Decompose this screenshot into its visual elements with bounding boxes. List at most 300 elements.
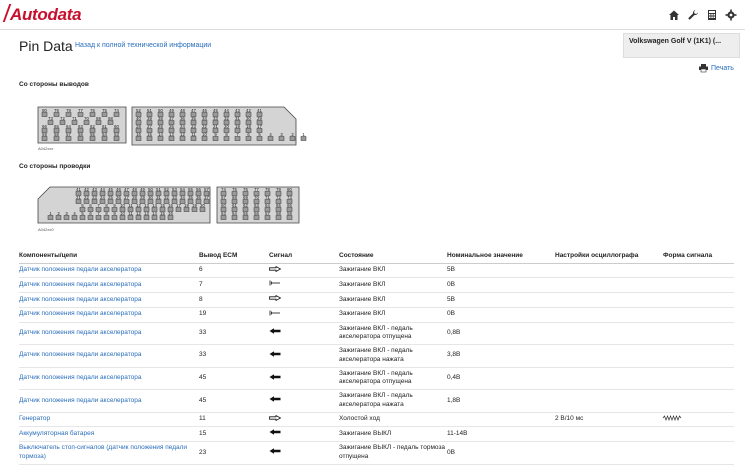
state: Зажигание ВКЛ - педаль акселератора отпущена	[339, 367, 447, 390]
pin-number: 39	[147, 116, 152, 121]
signal-ground-right-icon	[269, 307, 339, 322]
pin-number: 80	[42, 108, 47, 113]
pin-number: 8	[105, 211, 108, 216]
connector-pin	[48, 216, 53, 220]
pin-number: 15	[160, 203, 165, 208]
table-row	[19, 412, 734, 427]
connector-pin	[257, 137, 262, 141]
pin-number: 8	[105, 203, 108, 208]
state: Зажигание ВКЛ	[339, 293, 447, 308]
pin-number: 20	[224, 124, 229, 129]
printer-icon	[699, 64, 708, 72]
autodata-logo[interactable]: Autodata	[10, 5, 82, 24]
pin-number: 22	[202, 124, 207, 129]
pin-number: 21	[213, 124, 218, 129]
connector-d	[215, 185, 301, 227]
pin-number: 74	[114, 108, 119, 113]
pin-number: 55	[243, 211, 248, 216]
connector-pin	[96, 216, 101, 220]
pin-number: 65	[54, 124, 59, 129]
waveform-cell	[663, 367, 734, 390]
nominal-value	[447, 412, 555, 427]
pin-number: 42	[84, 187, 89, 192]
pin-number: 51	[156, 187, 161, 192]
pin-number: 75	[102, 108, 107, 113]
pin-number: 71	[265, 195, 270, 200]
connector-c-label: A042xx0	[38, 227, 54, 232]
pin-number: 28	[132, 195, 137, 200]
pin-number: 31	[235, 116, 240, 121]
connector-pin	[92, 200, 97, 204]
pin-number: 33	[213, 116, 218, 121]
nominal-value: 0В	[447, 278, 555, 293]
wire-side-heading: Со стороны проводки	[19, 163, 91, 170]
back-to-technical-info-link[interactable]: Назад к полной технической информации	[75, 42, 212, 49]
pin-number: 53	[114, 132, 119, 137]
pin-number: 79	[54, 108, 59, 113]
signal-outline-right-icon	[269, 412, 339, 427]
connector-pin	[120, 216, 125, 220]
pin-number: 21	[76, 195, 81, 200]
pin-number: 37	[169, 116, 174, 121]
pin-number: 16	[168, 211, 173, 216]
pin-number: 1	[49, 211, 52, 216]
pin-number: 24	[100, 195, 105, 200]
component-link[interactable]: Аккумуляторная батарея	[19, 427, 199, 442]
connector-pin	[180, 137, 185, 141]
pin-number: 12	[180, 132, 185, 137]
signal-solid-left-icon	[269, 345, 339, 368]
table-row	[19, 427, 734, 442]
connector-pin	[112, 216, 117, 220]
waveform-cell	[663, 293, 734, 308]
page-title: Pin Data	[19, 38, 73, 54]
pin-number: 15	[160, 211, 165, 216]
pin-number: 10	[202, 132, 207, 137]
connector-pin	[66, 113, 71, 117]
pin-number: 77	[78, 108, 83, 113]
pin-number: 36	[180, 116, 185, 121]
connector-pin	[114, 113, 119, 117]
pin-number: 61	[232, 203, 237, 208]
pin-number: 66	[287, 203, 292, 208]
col-waveform: Форма сигнала	[663, 249, 734, 263]
pin-number: 2	[57, 211, 60, 216]
state: Зажигание ВКЛ	[339, 278, 447, 293]
table-row	[19, 278, 734, 293]
pin-number: 31	[156, 195, 161, 200]
pin-number: 45	[108, 187, 113, 192]
connector-pin	[84, 200, 89, 204]
ecm-pin: 33	[199, 345, 269, 368]
state: Зажигание ВКЛ	[339, 307, 447, 322]
pin-number: 19	[192, 203, 197, 208]
col-ecm-pin: Вывод ECM	[199, 249, 269, 263]
col-state: Состояние	[339, 249, 447, 263]
pin-number: 56	[196, 187, 201, 192]
pin-data-table	[19, 249, 734, 465]
connector-pin	[192, 208, 197, 212]
pin-number: 6	[89, 203, 92, 208]
ecm-pin: 19	[199, 307, 269, 322]
connector-pin	[54, 113, 59, 117]
connector-pin	[152, 216, 157, 220]
state: Зажигание ВКЛ - педаль акселератора нажата	[339, 390, 447, 413]
connector-pin	[102, 137, 107, 141]
waveform-icon[interactable]	[663, 412, 734, 427]
connector-pin	[78, 137, 83, 141]
pin-number: 3	[65, 211, 68, 216]
pin-number: 38	[158, 116, 163, 121]
waveform-cell	[663, 345, 734, 368]
waveform-cell	[663, 427, 734, 442]
pin-number: 51	[147, 108, 152, 113]
component-link[interactable]: Генератор	[19, 412, 199, 427]
pin-number: 11	[128, 211, 133, 216]
connector-pin	[102, 113, 107, 117]
signal-solid-left-icon	[269, 322, 339, 345]
ecm-pin: 6	[199, 263, 269, 278]
connector-pin	[254, 216, 259, 220]
connector-pin	[108, 200, 113, 204]
pin-number: 43	[92, 187, 97, 192]
connector-pin	[78, 113, 83, 117]
pin-number: 5	[258, 132, 261, 137]
pin-number: 50	[158, 108, 163, 113]
pin-number: 23	[92, 195, 97, 200]
pin-number: 61	[102, 124, 107, 129]
component-link[interactable]: Датчик положения педали акселератора	[19, 322, 199, 345]
oscilloscope-settings	[555, 263, 663, 278]
oscilloscope-settings	[555, 442, 663, 465]
settings-gear-icon[interactable]	[724, 8, 737, 21]
pin-number: 32	[224, 116, 229, 121]
connector-pin	[84, 121, 89, 125]
pin-number: 33	[172, 195, 177, 200]
pin-number: 63	[78, 124, 83, 129]
connector-pin	[213, 137, 218, 141]
pin-number: 11	[128, 203, 133, 208]
pin-number: 73	[48, 116, 53, 121]
pin-number: 48	[180, 108, 185, 113]
state: Зажигание ВЫКЛ	[339, 427, 447, 442]
nominal-value: 3,8В	[447, 345, 555, 368]
pin-number: 78	[66, 108, 71, 113]
pin-side-heading: Со стороны выводов	[19, 81, 89, 88]
waveform-cell	[663, 278, 734, 293]
nominal-value: 11-14В	[447, 427, 555, 442]
pin-number: 1	[302, 132, 305, 137]
connector-pin	[72, 121, 77, 125]
pin-number: 27	[124, 195, 129, 200]
pin-number: 25	[169, 124, 174, 129]
state: Зажигание ВКЛ	[339, 263, 447, 278]
connector-pin	[128, 216, 133, 220]
pin-number: 44	[100, 187, 105, 192]
pin-number: 76	[90, 108, 95, 113]
pin-number: 29	[257, 116, 262, 121]
pin-number: 56	[254, 211, 259, 216]
pin-number: 13	[169, 132, 174, 137]
pin-number: 6	[89, 211, 92, 216]
pin-number: 53	[221, 211, 226, 216]
pin-number: 57	[265, 211, 270, 216]
component-link[interactable]: Датчик положения педали акселератора	[19, 263, 199, 278]
signal-outline-right-icon	[269, 263, 339, 278]
print-button[interactable]	[699, 64, 734, 72]
pin-number: 23	[191, 124, 196, 129]
connector-pin	[114, 137, 119, 141]
connector-pin	[191, 137, 196, 141]
pin-number: 18	[246, 124, 251, 129]
component-link[interactable]: Датчик положения педали акселератора	[19, 278, 199, 293]
pin-number: 13	[144, 203, 149, 208]
ecm-pin: 11	[199, 412, 269, 427]
connector-pin	[80, 216, 85, 220]
pin-number: 52	[136, 108, 141, 113]
home-icon[interactable]	[667, 8, 680, 21]
pin-number: 78	[265, 187, 270, 192]
pin-number: 35	[188, 195, 193, 200]
connector-pin	[54, 137, 59, 141]
table-row	[19, 367, 734, 390]
pin-number: 9	[214, 132, 217, 137]
pin-number: 64	[265, 203, 270, 208]
wrench-icon[interactable]	[686, 8, 699, 21]
table-row	[19, 263, 734, 278]
pin-number: 4	[269, 132, 272, 137]
component-link[interactable]: Выключатель стоп-сигналов (датчик положения педали тормоза)	[19, 442, 199, 465]
nominal-value: 1,8В	[447, 390, 555, 413]
table-header-row	[19, 249, 734, 263]
connector-pin	[169, 137, 174, 141]
connector-pin	[48, 121, 53, 125]
pin-number: 9	[113, 211, 116, 216]
pin-number: 36	[196, 195, 201, 200]
connector-pin	[276, 216, 281, 220]
pin-number: 3	[280, 132, 283, 137]
pin-number: 24	[180, 124, 185, 129]
table-row	[19, 307, 734, 322]
connector-pin	[232, 216, 237, 220]
signal-solid-left-icon	[269, 367, 339, 390]
pin-number: 26	[158, 124, 163, 129]
pin-number: 68	[108, 116, 113, 121]
pin-number: 41	[76, 187, 81, 192]
pin-number: 20	[200, 203, 205, 208]
state: Зажигание ВКЛ - педаль акселератора отпущена	[339, 322, 447, 345]
pin-number: 7	[97, 203, 100, 208]
pin-number: 30	[246, 116, 251, 121]
oscilloscope-settings	[555, 345, 663, 368]
connector-pin	[60, 121, 65, 125]
pin-number: 54	[102, 132, 107, 137]
waveform-cell	[663, 263, 734, 278]
connector-pin	[64, 216, 69, 220]
waveform-cell	[663, 442, 734, 465]
pin-number: 67	[221, 195, 226, 200]
connector-pin	[221, 216, 226, 220]
connector-pin	[287, 216, 292, 220]
pin-number: 32	[164, 195, 169, 200]
pin-number: 46	[202, 108, 207, 113]
pin-number: 69	[243, 195, 248, 200]
connector-pin	[136, 216, 141, 220]
pin-number: 71	[72, 116, 77, 121]
col-oscilloscope: Настройки осциллографа	[555, 249, 663, 263]
vehicle-selector[interactable]: Volkswagen Golf V (1K1) (...	[623, 33, 740, 58]
connector-pin	[108, 121, 113, 125]
signal-solid-left-icon	[269, 442, 339, 465]
pin-number: 58	[54, 132, 59, 137]
pin-number: 45	[213, 108, 218, 113]
state: Холостой ход	[339, 412, 447, 427]
ecm-pin: 23	[199, 442, 269, 465]
col-signal: Сигнал	[269, 249, 339, 263]
pin-number: 17	[257, 124, 262, 129]
print-label: Печать	[711, 64, 734, 72]
pin-number: 30	[148, 195, 153, 200]
connector-pin	[66, 137, 71, 141]
pin-number: 77	[254, 187, 259, 192]
pin-number: 9	[113, 203, 116, 208]
component-link[interactable]: Датчик положения педали акселератора	[19, 390, 199, 413]
pin-number: 19	[235, 124, 240, 129]
pin-number: 8	[225, 132, 228, 137]
pin-number: 69	[96, 116, 101, 121]
pin-number: 49	[169, 108, 174, 113]
signal-solid-left-icon	[269, 427, 339, 442]
pin-number: 41	[257, 108, 262, 113]
pin-number: 4	[73, 211, 76, 216]
waveform-cell	[663, 307, 734, 322]
col-nominal: Номинальное значение	[447, 249, 555, 263]
connector-pin	[104, 216, 109, 220]
waveform-cell	[663, 322, 734, 345]
pin-number: 6	[247, 132, 250, 137]
component-link[interactable]: Датчик положения педали акселератора	[19, 367, 199, 390]
pin-number: 17	[176, 203, 181, 208]
nominal-value: 5В	[447, 263, 555, 278]
pin-number: 5	[81, 211, 84, 216]
component-link[interactable]: Датчик положения педали акселератора	[19, 345, 199, 368]
pin-number: 75	[232, 187, 237, 192]
pin-number: 14	[152, 203, 157, 208]
component-link[interactable]: Датчик положения педали акселератора	[19, 307, 199, 322]
pin-number: 60	[221, 203, 226, 208]
pin-number: 55	[188, 187, 193, 192]
state: Зажигание ВКЛ - педаль акселератора нажата	[339, 345, 447, 368]
connector-pin	[42, 137, 47, 141]
connector-pin	[158, 137, 163, 141]
ecm-pin: 45	[199, 367, 269, 390]
connector-pin	[246, 137, 251, 141]
pin-number: 12	[136, 203, 141, 208]
connector-pin	[72, 216, 77, 220]
pin-number: 54	[180, 187, 185, 192]
pin-number: 63	[254, 203, 259, 208]
pin-number: 54	[232, 211, 237, 216]
pin-number: 16	[136, 132, 141, 137]
connector-pin	[56, 216, 61, 220]
pin-number: 22	[84, 195, 89, 200]
pin-number: 64	[66, 124, 71, 129]
pin-number: 57	[204, 187, 209, 192]
pin-number: 25	[108, 195, 113, 200]
connector-pin	[224, 137, 229, 141]
oscilloscope-settings	[555, 278, 663, 293]
pin-number: 68	[232, 195, 237, 200]
pin-number: 34	[180, 195, 185, 200]
pin-number: 70	[84, 116, 89, 121]
signal-ground-right-icon	[269, 278, 339, 293]
connector-pin	[176, 208, 181, 212]
pin-number: 11	[191, 132, 196, 137]
pin-number: 18	[184, 203, 189, 208]
pin-number: 2	[291, 132, 294, 137]
connector-pin	[243, 216, 248, 220]
nominal-value: 0В	[447, 307, 555, 322]
connector-pin	[200, 208, 205, 212]
pin-number: 70	[254, 195, 259, 200]
pin-number: 15	[147, 132, 152, 137]
ecm-pin: 45	[199, 390, 269, 413]
nominal-value: 0,4В	[447, 367, 555, 390]
oscilloscope-settings	[555, 427, 663, 442]
pin-number: 72	[60, 116, 65, 121]
ecm-pin: 15	[199, 427, 269, 442]
pin-number: 16	[168, 203, 173, 208]
pin-number: 10	[120, 203, 125, 208]
connector-pin	[147, 137, 152, 141]
connector-pin	[290, 137, 295, 141]
connector-b	[130, 105, 305, 149]
pin-number: 52	[164, 187, 169, 192]
connector-a	[36, 105, 128, 151]
pin-number: 7	[236, 132, 239, 137]
connector-pin	[168, 216, 173, 220]
pin-number: 66	[42, 124, 47, 129]
table-row	[19, 322, 734, 345]
pin-number: 44	[224, 108, 229, 113]
pin-number: 76	[243, 187, 248, 192]
pin-number: 43	[235, 108, 240, 113]
pin-number: 12	[136, 211, 141, 216]
oscilloscope-settings	[555, 367, 663, 390]
table-row	[19, 345, 734, 368]
pin-number: 62	[90, 124, 95, 129]
pin-number: 59	[42, 132, 47, 137]
calculator-icon[interactable]	[705, 8, 718, 21]
top-icons	[667, 8, 737, 21]
ecm-pin: 7	[199, 278, 269, 293]
connector-pin	[279, 137, 284, 141]
oscilloscope-settings	[555, 322, 663, 345]
pin-number: 29	[140, 195, 145, 200]
pin-number: 40	[136, 116, 141, 121]
pin-number: 53	[172, 187, 177, 192]
ecm-pin: 8	[199, 293, 269, 308]
ecm-pin: 33	[199, 322, 269, 345]
pin-number: 72	[276, 195, 281, 200]
pin-number: 59	[287, 211, 292, 216]
component-link[interactable]: Датчик положения педали акселератора	[19, 293, 199, 308]
oscilloscope-settings	[555, 390, 663, 413]
connector-pin	[160, 216, 165, 220]
pin-number: 57	[66, 132, 71, 137]
pin-number: 27	[147, 124, 152, 129]
pin-number: 14	[158, 132, 163, 137]
